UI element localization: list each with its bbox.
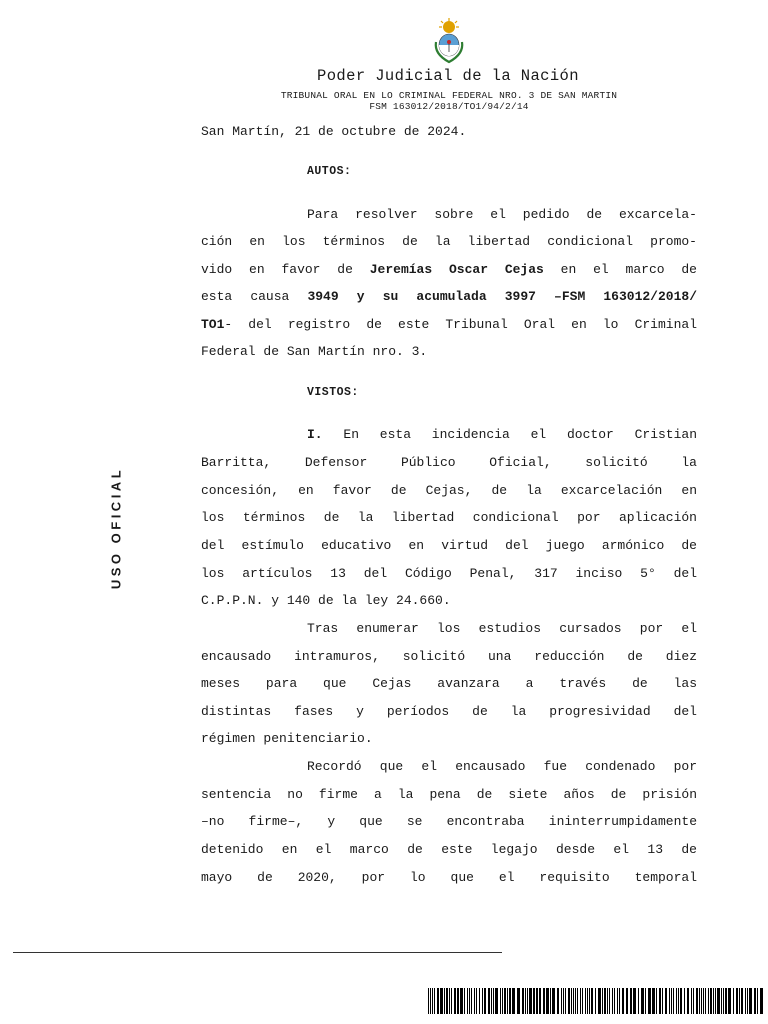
autos-line: esta causa 3949 y su acumulada 3997 –FSM 163012/2018/ [201, 289, 697, 304]
coat-of-arms-icon [428, 18, 470, 64]
official-use-stamp: USO OFICIAL [108, 466, 124, 590]
vistos-line: concesión, en favor de Cejas, de la excarcelación en [201, 483, 697, 498]
date-line: San Martín, 21 de octubre de 2024. [201, 124, 467, 139]
autos-heading: AUTOS: [307, 165, 352, 178]
section-number: I. [307, 427, 323, 442]
vistos-line: los artículos 13 del Código Penal, 317 inciso 5° del [201, 566, 697, 581]
vistos-line: mayo de 2020, por lo que el requisito temporal [201, 870, 697, 885]
defendant-name: Jeremías Oscar Cejas [369, 262, 544, 277]
vistos-line: meses para que Cejas avanzara a través de las [201, 676, 697, 691]
vistos-line: los términos de la libertad condicional por aplicación [201, 510, 697, 525]
vistos-line: Tras enumerar los estudios cursados por el [307, 621, 697, 636]
barcode-icon [428, 988, 764, 1014]
vistos-line: –no firme–, y que se encontraba ininterrumpidamente [201, 814, 697, 829]
vistos-line: régimen penitenciario. [201, 731, 373, 746]
vistos-line: Recordó que el encausado fue condenado por [307, 759, 697, 774]
vistos-line: Barritta, Defensor Público Oficial, solicitó la [201, 455, 697, 470]
autos-line: Federal de San Martín nro. 3. [201, 344, 428, 359]
vistos-line: del estímulo educativo en virtud del juego armónico de [201, 538, 697, 553]
vistos-line: encausado intramuros, solicitó una reducción de diez [201, 649, 697, 664]
footer-divider [13, 952, 502, 953]
file-number: FSM 163012/2018/TO1/94/2/14 [369, 101, 529, 112]
autos-line: TO1- del registro de este Tribunal Oral en lo Criminal [201, 317, 697, 332]
vistos-heading: VISTOS: [307, 386, 359, 399]
case-number: 3949 y su acumulada 3997 –FSM 163012/2018/ [307, 289, 697, 304]
autos-line: ción en los términos de la libertad condicional promo- [201, 234, 697, 249]
vistos-line: detenido en el marco de este legajo desde el 13 de [201, 842, 697, 857]
vistos-line: sentencia no firme a la pena de siete años de prisión [201, 787, 697, 802]
vistos-line: C.P.P.N. y 140 de la ley 24.660. [201, 593, 451, 608]
tribunal-name: TRIBUNAL ORAL EN LO CRIMINAL FEDERAL NRO. 3 DE SAN MARTIN [280, 90, 618, 101]
vistos-line: distintas fases y períodos de la progresividad del [201, 704, 697, 719]
page-header-title: Poder Judicial de la Nación [317, 67, 579, 85]
vistos-line: I. En esta incidencia el doctor Cristian [307, 427, 697, 442]
autos-line: Para resolver sobre el pedido de excarcela- [307, 207, 697, 222]
autos-line: vido en favor de Jeremías Oscar Cejas en el marco de [201, 262, 697, 277]
